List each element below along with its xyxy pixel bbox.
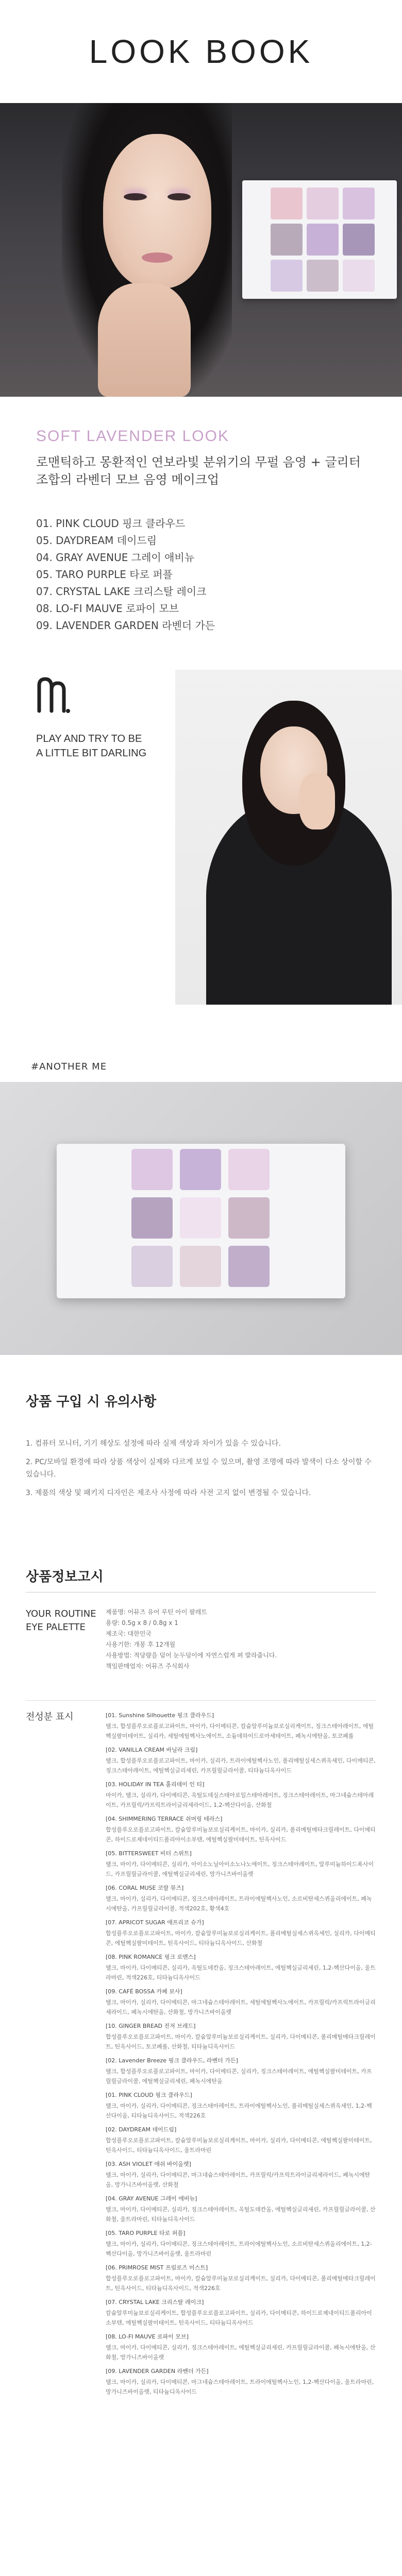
ingredient-text: 합성플루오로플로고파이트, 칼슘알루미늄보로실리케이트, 마이카, 실리카, 다이메티콘, 에틸헥실팔미테이트, 틴옥사이드, 티타늄디옥사이드, 울트라마린 [106, 2137, 372, 2154]
ingredient-shade-name: [02. VANILLA CREAM 바닐라 크림] [106, 1747, 198, 1753]
notice-item: 3. 제품의 색상 및 패키지 디자인은 제조사 사정에 따라 사전 고지 없이 변경될 수 있습니다. [26, 1489, 311, 1497]
shade-list-item: 05. TARO PURPLE 타로 퍼플 [36, 568, 173, 581]
product-info-line: 제품명: 어뮤즈 유어 루틴 아이 팔레트 [106, 1608, 207, 1616]
palette-well [228, 1197, 270, 1239]
ingredient-shade-name: [09. LAVENDER GARDEN 라벤더 가든] [106, 2368, 209, 2375]
ingredient-shade-name: [04. GRAY AVENUE 그레이 애비뉴] [106, 2195, 197, 2202]
product-info [106, 1607, 376, 1672]
ingredient-text: 탤크, 마이카, 다이메티콘, 실리카, 아이소노닐아이소노나노에이트, 징크스테아레이트, 알루미늄하이드록사이드, 카프릴릴글라이콜, 에틸헥실글리세린, 망가니즈바이올렛 [106, 1861, 374, 1877]
palette-well [180, 1246, 221, 1287]
ingredient-shade-name: [10. GINGER BREAD 진저 브레드] [106, 2023, 196, 2029]
shade-list-item: 08. LO-FI MAUVE 로파이 모브 [36, 602, 179, 615]
ingredient-text: 합성플루오로플로고파이트, 마이카, 칼슘알루미늄보로실리케이트, 실리카, 다이메티콘, 폴리메틸메타크릴레이트, 틴옥사이드, 티타늄디옥사이드, 적색226호 [106, 2275, 376, 2292]
palette-well [131, 1246, 173, 1287]
ingredient-shade-name: [05. BITTERSWEET 비터 스위트] [106, 1850, 192, 1857]
ingredient-shade-name: [03. HOLIDAY IN TEA 홀리데이 인 티] [106, 1781, 205, 1788]
ingredient-text: 칼슘알루미늄보로실리케이트, 합성플루오로플로고파이트, 실리카, 다이메티콘, 하이드로제네이티드폴리아이소부텐, 에틸헥실팔미테이트, 틴옥사이드, 티타늄디옥사이드 [106, 2310, 372, 2326]
ingredient-text: 탤크, 합성플루오로플로고파이트, 마이카, 다이메티콘, 칼슘알루미늄보로실리케이트, 징크스테아레이트, 에틸헥실팔미테이트, 실리카, 세틸에틸헥사노에이트, 소듐데하이드로아세테이트, 페녹시에탄올, 토코페롤 [106, 1723, 374, 1739]
product-info-line: 사용기한: 개봉 후 12개월 [106, 1641, 176, 1648]
notice-item: 1. 컴퓨터 모니터, 기기 해상도 설정에 따라 실제 색상과 차이가 있을 수 있습니다. [26, 1439, 281, 1448]
palette-well [343, 224, 375, 256]
shade-list-item: 01. PINK CLOUD 핑크 클라우드 [36, 517, 186, 530]
product-info-line: 사용방법: 적당량을 덜어 눈두덩이에 자연스럽게 펴 발라줍니다. [106, 1652, 277, 1659]
campaign-tagline [36, 732, 146, 760]
ingredient-text: 탤크, 합성플루오로플로고파이트, 마이카, 다이메티콘, 실리카, 징크스테아레이트, 에틸헥실팔미테이트, 카프릴릴글라이콜, 에틸헥실글리세린, 페녹시에탄올 [106, 2068, 372, 2084]
ingredient-shade-name: [06. CORAL MUSE 코랄 뮤즈] [106, 1885, 184, 1891]
page-title: LOOK BOOK [89, 33, 313, 70]
brand-logo-icon [36, 675, 72, 715]
model-hand [98, 283, 191, 397]
palette-well [228, 1246, 270, 1287]
product-label: YOUR ROUTINE EYE PALETTE [26, 1608, 96, 1633]
ingredient-shade-name: [02. DAYDREAM 데이드림] [106, 2126, 177, 2133]
palette-well [343, 188, 375, 219]
model-face [103, 134, 211, 289]
palette-well [131, 1197, 173, 1239]
palette-well [343, 260, 375, 292]
ingredient-shade-name: [07. APRICOT SUGAR 애프리코 슈가] [106, 1919, 204, 1926]
look-description: 로맨틱하고 몽환적인 연보라빛 분위기의 무펄 음영 + 글리터 조합의 라벤더 모브 음영 메이크업 [36, 455, 361, 487]
tagline-line: A LITTLE BIT DARLING [36, 748, 147, 759]
notice-heading: 상품 구입 시 유의사항 [26, 1394, 157, 1410]
ingredient-text: 탤크, 합성플루오로플로고파이트, 마이카, 실리카, 트라이에틸헥사노인, 폴리메틸실세스퀴옥세인, 다이메티콘, 징크스테아레이트, 에틸헥실글리세린, 카프릴릴글라이콜, 티타늄디옥사이드 [106, 1757, 376, 1774]
shade-list [36, 515, 215, 634]
ingredient-text: 탤크, 마이카, 실리카, 다이메티콘, 징크스테아레이트, 트라이에틸헥사노인, 소르비탄세스퀴올리에이트, 페녹시에탄올, 카프릴릴글라이콜, 적색202호, 황색4호 [106, 1895, 372, 1912]
tagline-line: PLAY AND TRY TO BE [36, 733, 142, 744]
ingredient-shade-name: [08. PINK ROMANCE 핑크 로맨스] [106, 1954, 196, 1960]
ingredient-text: 합성플루오로플로고파이트, 칼슘알루미늄보로실리케이트, 마이카, 실리카, 폴리메틸메타크릴레이트, 다이메티콘, 하이드로제네이티드폴리아이소부텐, 에틸헥실팔미테이트, 틴옥사이드 [106, 1826, 376, 1843]
ingredient-shade-name: [05. TARO PURPLE 타로 퍼플] [106, 2230, 186, 2236]
palette-well [180, 1197, 221, 1239]
palette-well [131, 1149, 173, 1190]
shade-list-item: 05. DAYDREAM 데이드림 [36, 534, 157, 547]
ingredient-text: 마이카, 탤크, 실리카, 다이메티콘, 옥틸도데실스테아로일스테아레이트, 징크스테아레이트, 마그네슘스테아레이트, 카프릴릭/카프릭트라이글리세라이드, 1,2-헥산다이올, 산화철 [106, 1792, 374, 1808]
ingredient-text: 탤크, 마이카, 실리카, 다이메티콘, 마그네슘스테아레이트, 세틸에틸헥사노에이트, 카프릴릭/카프릭트라이글리세라이드, 페녹시에탄올, 산화철, 망가니즈바이올렛 [106, 1999, 376, 2015]
ingredient-shade-name: [07. CRYSTAL LAKE 크리스탈 레이크] [106, 2299, 204, 2306]
palette-well [307, 260, 339, 292]
ingredient-shade-name: [04. SHIMMERING TERRACE 쉬머링 테라스] [106, 1816, 223, 1822]
notice-item: 2. PC/모바일 환경에 따라 상품 색상이 실제와 다르게 보일 수 있으며, 촬영 조명에 따라 발색이 다소 상이할 수 있습니다. [26, 1458, 372, 1479]
shade-list-item: 09. LAVENDER GARDEN 라벤더 가든 [36, 619, 215, 632]
ingredients-list [106, 1710, 376, 2401]
ingredient-text: 탤크, 마이카, 다이메티콘, 실리카, 옥틸도데칸올, 징크스테아레이트, 에틸헥실글리세린, 1,2-헥산다이올, 울트라마린, 적색226호, 티타늄디옥사이드 [106, 1964, 376, 1981]
product-info-line: 책임판매업자: 어뮤즈 주식회사 [106, 1663, 190, 1670]
model-lips [142, 252, 173, 263]
ingredient-text: 탤크, 마이카, 실리카, 다이메티콘, 마그네슘스테아레이트, 트라이에틸헥사노인, 1,2-헥산다이올, 울트라마린, 망가니즈바이올렛, 티타늄디옥사이드 [106, 2379, 374, 2395]
model-eye-right [167, 193, 191, 200]
ingredient-shade-name: [01. PINK CLOUD 핑크 클라우드] [106, 2092, 192, 2098]
ingredient-shade-name: [02. Lavender Breeze 핑크 클라우드, 라벤더 가든] [106, 2057, 238, 2064]
palette-well [271, 188, 303, 219]
product-palette [57, 1144, 345, 1298]
palette-well [307, 188, 339, 219]
ingredient-text: 합성플루오로플로고파이트, 마이카, 칼슘알루미늄보로실리케이트, 폴리메틸실세스퀴옥세인, 실리카, 다이메티콘, 에틸헥실팔미테이트, 틴옥사이드, 티타늄디옥사이드, 산화철 [106, 1930, 376, 1946]
palette-well [228, 1149, 270, 1190]
product-photo [0, 1082, 402, 1355]
ingredient-shade-name: [03. ASH VIOLET 애쉬 바이올렛] [106, 2161, 191, 2167]
notice-body [26, 1437, 376, 1505]
hero-palette [242, 180, 397, 299]
ingredient-shade-name: [06. PRIMROSE MIST 프림로즈 미스트] [106, 2264, 208, 2271]
shade-list-item: 07. CRYSTAL LAKE 크리스탈 레이크 [36, 585, 207, 598]
palette-well [180, 1149, 221, 1190]
row-divider [26, 1700, 376, 1701]
ingredient-shade-name: [01. Sunshine Silhouette 핑크 클라우드] [106, 1712, 214, 1719]
campaign-hashtag: #ANOTHER ME [31, 1061, 107, 1072]
ingredient-text: 탤크, 마이카, 실리카, 다이메티콘, 마그네슘스테아레이트, 카프릴릭/카프릭트라이글리세라이드, 페녹시에탄올, 망가니즈바이올렛, 산화철 [106, 2172, 371, 2188]
palette-well [271, 224, 303, 256]
palette-well [271, 260, 303, 292]
ingredient-shade-name: [08. LO-FI MAUVE 로파이 모브] [106, 2333, 189, 2340]
ingredient-text: 탤크, 마이카, 다이메티콘, 실리카, 징크스테아레이트, 에틸헥실글리세린, 카프릴릴글라이콜, 페녹시에탄올, 산화철, 망가니즈바이올렛 [106, 2344, 376, 2361]
hero-model-photo [0, 103, 402, 397]
campaign-model-photo [175, 670, 402, 1005]
ingredient-text: 탤크, 마이카, 실리카, 다이메티콘, 징크스테아레이트, 트라이에틸헥사노인, 소르비탄세스퀴올리에이트, 1,2-헥산다이올, 망가니즈바이올렛, 울트라마린 [106, 2241, 372, 2257]
look-title: SOFT LAVENDER LOOK [36, 428, 229, 445]
ingredients-label: 전성분 표시 [26, 1711, 74, 1722]
model-hand [299, 773, 335, 829]
shade-list-item: 04. GRAY AVENUE 그레이 애비뉴 [36, 551, 195, 564]
product-info-line: 용량: 0.5g x 8 / 0.8g x 1 [106, 1619, 178, 1626]
ingredient-shade-name: [09. CAFÉ BOSSA 카페 보사] [106, 1988, 182, 1995]
ingredient-text: 합성플루오로플로고파이트, 마이카, 칼슘알루미늄보로실리케이트, 실리카, 다이메티콘, 폴리메틸메타크릴레이트, 틴옥사이드, 토코페롤, 산화철, 티타늄디옥사이드 [106, 2033, 376, 2050]
product-info-line: 제조국: 대한민국 [106, 1630, 152, 1637]
info-heading: 상품정보고시 [26, 1569, 104, 1585]
palette-well [307, 224, 339, 256]
ingredient-text: 탤크, 마이카, 실리카, 다이메티콘, 징크스테아레이트, 트라이에틸헥사노인, 폴리메틸실세스퀴옥세인, 1,2-헥산다이올, 티타늄디옥사이드, 적색226호 [106, 2103, 372, 2119]
ingredient-text: 탤크, 마이카, 다이메티콘, 실리카, 징크스테아레이트, 옥틸도데칸올, 에틸헥실글리세린, 카프릴릴글라이콜, 산화철, 울트라마린, 티타늄디옥사이드 [106, 2206, 376, 2223]
model-eye-left [124, 193, 147, 200]
